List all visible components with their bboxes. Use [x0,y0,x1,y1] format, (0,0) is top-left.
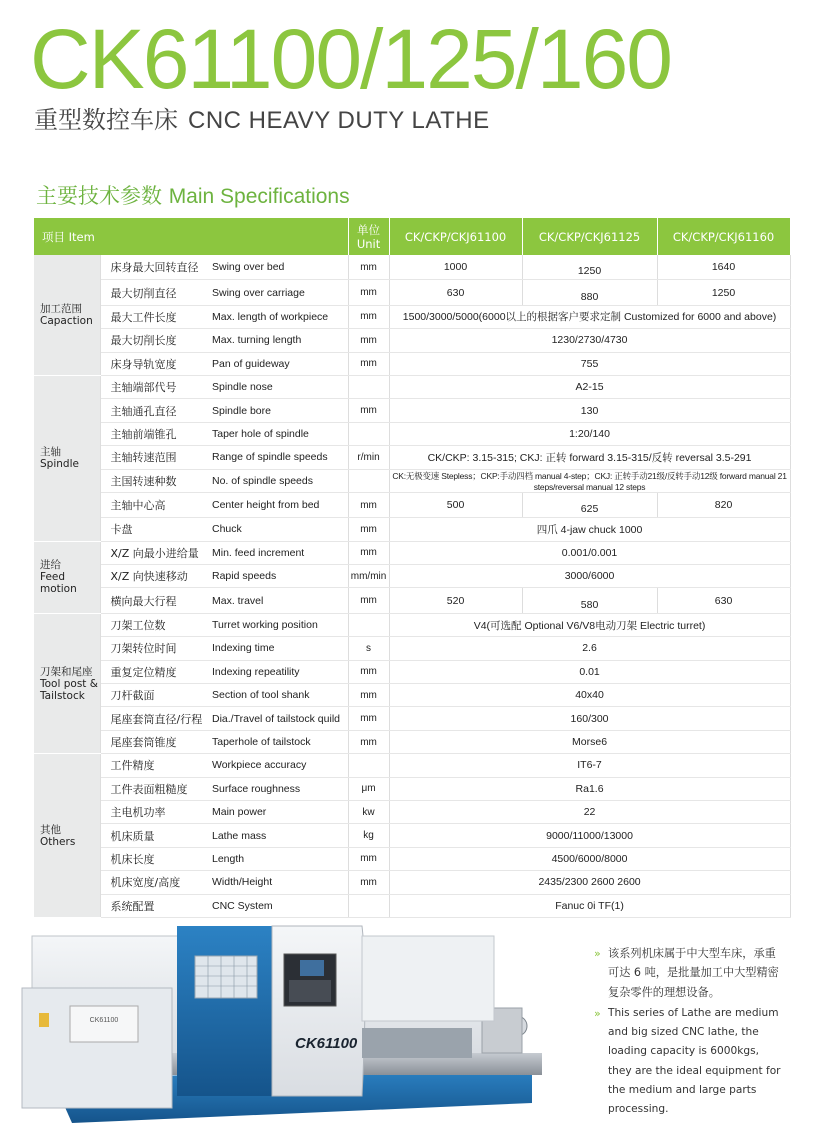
spec-name-en: Turret working position [208,613,348,636]
table-row [34,352,790,375]
table-header-row [34,218,790,255]
category-others [34,754,100,918]
machine-description [594,944,786,1122]
spec-name-en: Main power [208,800,348,823]
header-model-2: CK/CKP/CKJ61125 [522,218,657,255]
table-row [34,492,790,517]
spec-name-cn: 尾座套筒直径/行程 [100,707,208,730]
spec-value: 130 [389,399,790,422]
category-spindle [34,375,100,541]
spec-name-en: Length [208,847,348,870]
category-label-en: Feed [40,571,66,584]
category-label-en: motion [40,583,77,596]
table-row [34,613,790,636]
spec-name-cn: 主轴转速范围 [100,446,208,469]
spec-value: CK/CKP: 3.15-315; CKJ: 正转 forward 3.15-315/反转 reversal 3.5-291 [389,446,790,469]
spec-name-cn: 工件表面粗糙度 [100,777,208,800]
spec-unit: mm [348,660,389,683]
subtitle-en: CNC HEAVY DUTY LATHE [188,107,490,134]
spec-unit [348,422,389,445]
spec-name-en: Pan of guideway [208,352,348,375]
spec-value-model-1: 520 [389,588,522,613]
category-capacity [34,255,100,375]
spec-value-model-3: 820 [657,492,790,517]
spec-value: 1:20/140 [389,422,790,445]
cnc-keypad [289,980,331,1002]
table-row [34,305,790,328]
category-label-cn: 其他 [40,823,61,836]
spec-unit: mm [348,492,389,517]
spec-value: 四爪 4-jaw chuck 1000 [389,518,790,541]
table-row [34,730,790,753]
spec-name-cn: 横向最大行程 [100,588,208,613]
spec-name-en: Taperhole of tailstock [208,730,348,753]
machine-logo: CK61100 [295,1035,358,1052]
spec-value-model-2: 880 [522,280,657,305]
spec-name-cn: 尾座套筒锥度 [100,730,208,753]
spec-name-cn: 最大切削直径 [100,280,208,305]
spec-name-cn: 主电机功率 [100,800,208,823]
spec-value: Morse6 [389,730,790,753]
bullet-icon: » [594,1006,601,1020]
spec-value-model-1: 1000 [389,255,522,280]
spec-value: CK:无极变速 Stepless；CKP:手动四档 manual 4-step；CKJ: 正转手动21级/反转手动12级 forward manual 21 steps/reversal manual 12 steps [389,469,790,492]
header-unit-cn: 单位 [357,222,381,237]
spec-value: Fanuc 0i TF(1) [389,894,790,917]
spec-value: 4500/6000/8000 [389,847,790,870]
spec-name-cn: 最大工件长度 [100,305,208,328]
spec-name-en: Chuck [208,518,348,541]
spec-unit [348,469,389,492]
spec-unit: mm [348,329,389,352]
spec-value-model-3: 1250 [657,280,790,305]
spec-heading-cn: 主要技术参数 [36,184,162,208]
spec-value-model-2: 580 [522,588,657,613]
spec-name-cn: 重复定位精度 [100,660,208,683]
table-row [34,871,790,894]
spec-value-model-3: 630 [657,588,790,613]
header-model-1: CK/CKP/CKJ61100 [389,218,522,255]
spec-name-en: Center height from bed [208,492,348,517]
spec-name-en: Max. travel [208,588,348,613]
spec-unit: mm [348,280,389,305]
spec-value: A2-15 [389,375,790,398]
table-row [34,894,790,917]
spec-name-en: Taper hole of spindle [208,422,348,445]
spec-unit: mm/min [348,565,389,588]
table-row [34,469,790,492]
category-label-en: Tool post & [40,677,98,690]
nameplate-text: CK61100 [89,1017,119,1024]
spec-unit: μm [348,777,389,800]
spec-name-cn: 床身最大回转直径 [100,255,208,280]
description-cn-text: 该系列机床属于中大型车床，承重可达 6 吨，是批量加工中大型精密复杂零件的理想设备。 [608,947,779,999]
table-row [34,329,790,352]
spec-value: 9000/11000/13000 [389,824,790,847]
spec-value: 755 [389,352,790,375]
spec-unit: mm [348,305,389,328]
spec-value: Ra1.6 [389,777,790,800]
spec-unit: mm [348,518,389,541]
table-row [34,684,790,707]
spec-name-cn: 主轴端部代号 [100,375,208,398]
bullet-icon: » [594,947,601,960]
spec-value-model-1: 500 [389,492,522,517]
spec-name-en: Max. length of workpiece [208,305,348,328]
spec-unit: s [348,637,389,660]
spec-name-cn: X/Z 向快速移动 [100,565,208,588]
spec-name-en: Lathe mass [208,824,348,847]
header-model-3: CK/CKP/CKJ61160 [657,218,790,255]
spec-name-en: Spindle bore [208,399,348,422]
spec-name-cn: 机床宽度/高度 [100,871,208,894]
spec-heading-en: Main Specifications [168,185,350,208]
machine-photo [12,918,552,1128]
table-row [34,399,790,422]
spec-value: 2.6 [389,637,790,660]
spec-name-cn: 机床质量 [100,824,208,847]
category-label-cn: 加工范围 [40,302,82,315]
warning-label [39,1013,49,1027]
spec-unit: mm [348,684,389,707]
spec-value: 3000/6000 [389,565,790,588]
spec-name-en: Dia./Travel of tailstock quild [208,707,348,730]
spec-unit: mm [348,399,389,422]
specifications-heading [36,180,350,210]
spec-name-en: Section of tool shank [208,684,348,707]
table-row [34,824,790,847]
spec-name-cn: 主轴通孔直径 [100,399,208,422]
spec-unit: kg [348,824,389,847]
spec-value: 1230/2730/4730 [389,329,790,352]
spec-name-cn: 刀架转位时间 [100,637,208,660]
header-item: 项目 Item [34,218,348,255]
table-row [34,588,790,613]
spec-unit [348,754,389,777]
table-row [34,255,790,280]
spec-name-cn: 最大切削长度 [100,329,208,352]
spec-name-cn: 系统配置 [100,894,208,917]
category-label-en: Others [40,835,76,848]
description-en-text: This series of Lathe are medium and big sized CNC lathe, the loading capacity is 6000kgs, they are the ideal equipment for the medium and large parts processing. [608,1006,781,1116]
enclosure-right [362,936,494,1021]
header-unit [348,218,389,255]
spec-name-cn: 主轴中心高 [100,492,208,517]
description-en [594,1004,786,1120]
spec-unit: mm [348,255,389,280]
spec-name-cn: 主国转速种数 [100,469,208,492]
spec-unit: kw [348,800,389,823]
spec-value-model-1: 630 [389,280,522,305]
spec-name-en: Indexing time [208,637,348,660]
category-feed [34,541,100,613]
table-row [34,637,790,660]
spec-value: 0.001/0.001 [389,541,790,564]
spec-name-cn: 刀杆截面 [100,684,208,707]
spec-value: 2435/2300 2600 2600 [389,871,790,894]
spec-name-en: Range of spindle speeds [208,446,348,469]
spec-value-model-2: 1250 [522,255,657,280]
spec-unit: r/min [348,446,389,469]
spec-value: V4(可选配 Optional V6/V8电动刀架 Electric turret) [389,613,790,636]
header-unit-en: Unit [356,236,381,251]
category-label-en: Capaction [40,314,93,327]
table-row [34,800,790,823]
spec-name-cn: X/Z 向最小进给量 [100,541,208,564]
spec-unit: mm [348,871,389,894]
spec-unit [348,894,389,917]
table-row [34,565,790,588]
table-row [34,280,790,305]
table-row [34,375,790,398]
carriage [362,1028,472,1058]
spec-name-en: Max. turning length [208,329,348,352]
spec-name-en: Swing over carriage [208,280,348,305]
spec-name-cn: 床身导轨宽度 [100,352,208,375]
spec-value: 160/300 [389,707,790,730]
spec-unit: mm [348,847,389,870]
page-subtitle [34,100,490,135]
spec-value-model-3: 1640 [657,255,790,280]
page-title: CK61100/125/160 [30,12,672,106]
spec-unit: mm [348,541,389,564]
spec-name-cn: 卡盘 [100,518,208,541]
category-label-cn: 进给 [40,559,61,572]
spec-value: IT6-7 [389,754,790,777]
table-row [34,754,790,777]
table-row [34,660,790,683]
cnc-screen [300,960,324,976]
table-row [34,446,790,469]
table-row [34,422,790,445]
spec-unit: mm [348,352,389,375]
spec-unit [348,613,389,636]
specifications-table [34,218,791,918]
description-cn [594,944,786,1002]
spec-name-cn: 工件精度 [100,754,208,777]
spec-name-cn: 主轴前端锥孔 [100,422,208,445]
spec-unit: mm [348,730,389,753]
subtitle-cn: 重型数控车床 [34,106,178,134]
spec-name-en: Spindle nose [208,375,348,398]
table-row [34,707,790,730]
spec-value: 0.01 [389,660,790,683]
spec-name-en: Indexing repeatility [208,660,348,683]
category-label-cn: 刀架和尾座 [40,665,93,678]
spec-name-en: Rapid speeds [208,565,348,588]
spec-unit: mm [348,707,389,730]
spec-value: 1500/3000/5000(6000以上的根据客户要求定制 Customized for 6000 and above) [389,305,790,328]
category-tool-post [34,613,100,753]
enclosure-vent [195,956,257,998]
spec-value: 22 [389,800,790,823]
spec-name-en: Surface roughness [208,777,348,800]
spec-name-en: Width/Height [208,871,348,894]
sliding-door [272,926,365,1096]
spec-name-en: Swing over bed [208,255,348,280]
table-row [34,847,790,870]
spec-name-cn: 机床长度 [100,847,208,870]
table-row [34,518,790,541]
table-row [34,541,790,564]
spec-unit [348,375,389,398]
spec-value-model-2: 625 [522,492,657,517]
machine-nameplate [70,1006,138,1042]
category-label-cn: 主轴 [40,446,61,459]
category-label-en: Tailstock [40,689,85,702]
spec-name-en: CNC System [208,894,348,917]
spec-value: 40x40 [389,684,790,707]
spec-name-en: No. of spindle speeds [208,469,348,492]
spec-name-cn: 刀架工位数 [100,613,208,636]
spec-name-en: Min. feed increment [208,541,348,564]
category-label-en: Spindle [40,458,79,471]
blue-enclosure [177,926,272,1096]
spec-unit: mm [348,588,389,613]
spec-name-en: Workpiece accuracy [208,754,348,777]
table-row [34,777,790,800]
